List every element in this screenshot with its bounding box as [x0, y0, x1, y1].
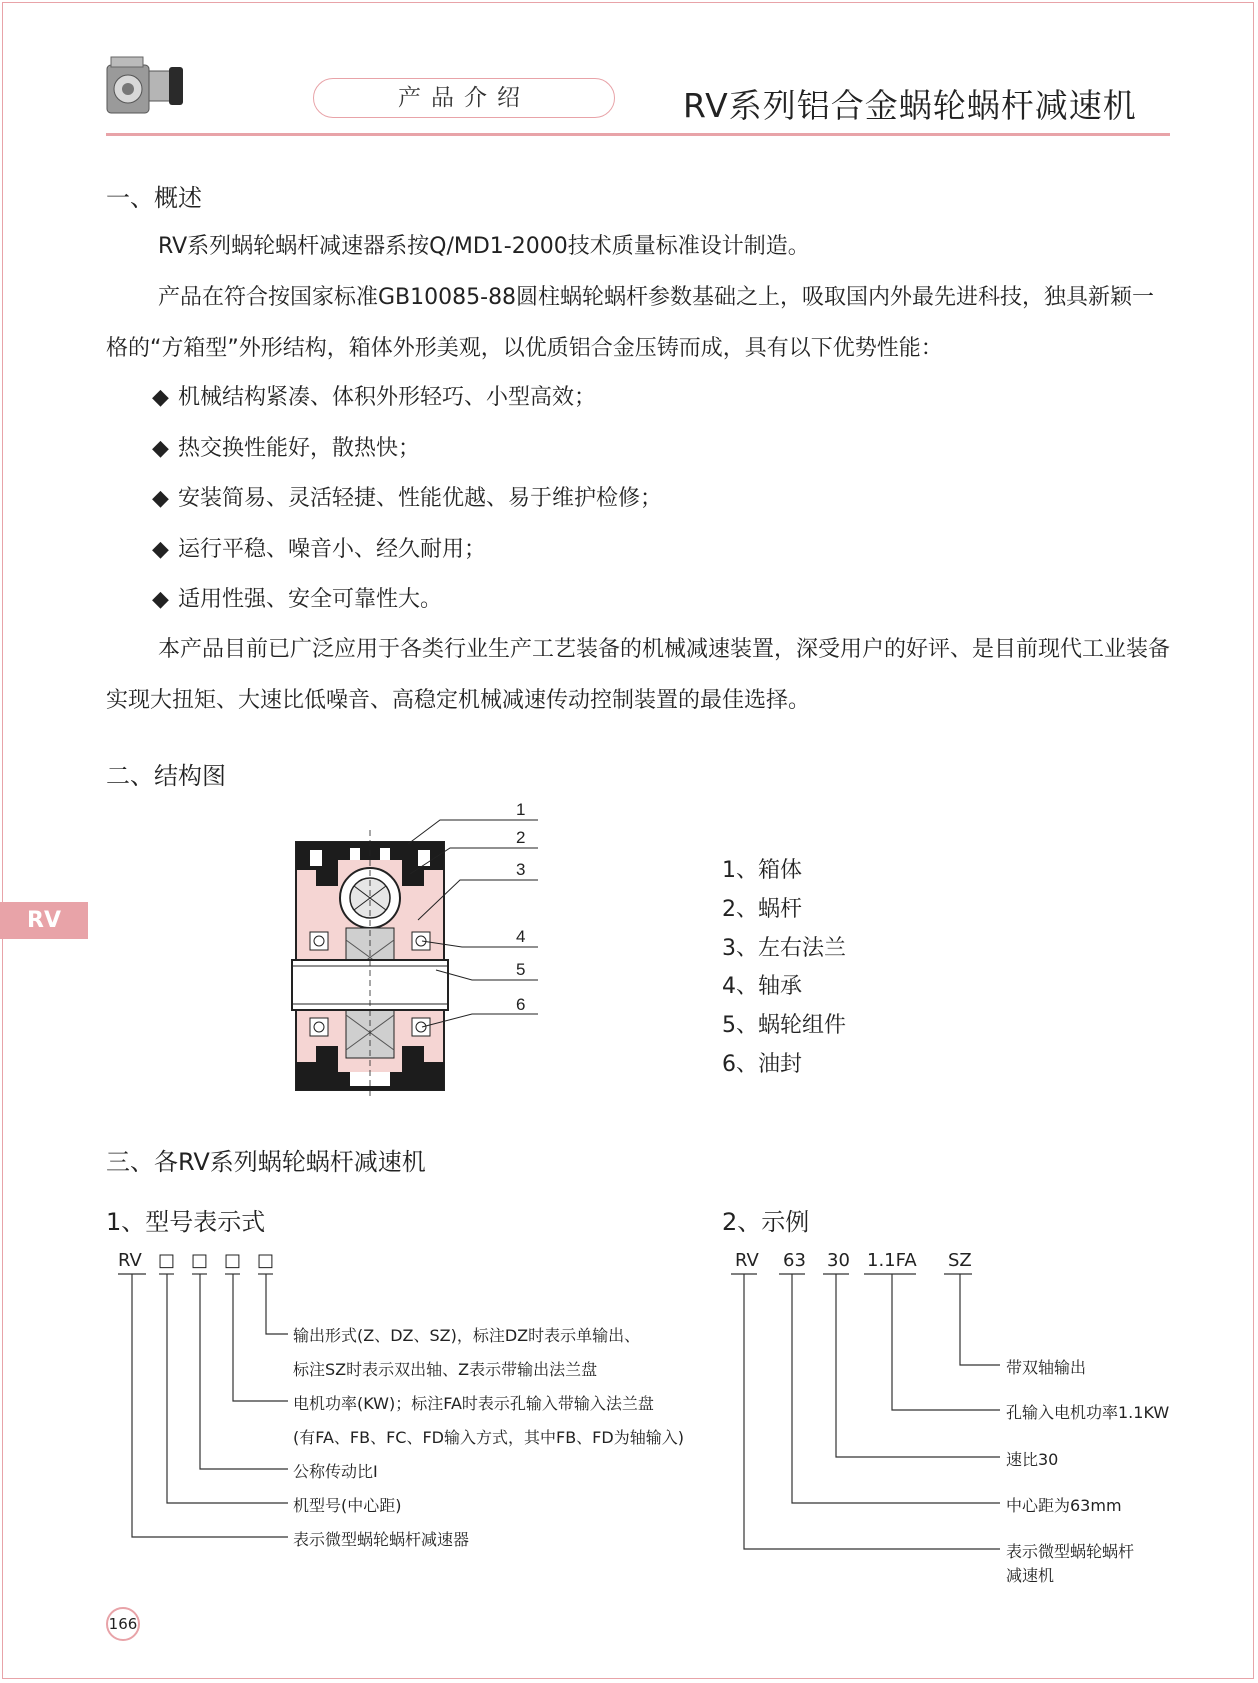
diamond-bullet-icon: ◆ — [152, 486, 169, 511]
example-desc-type: 表示微型蜗轮蜗杆 — [1006, 1542, 1135, 1561]
structure-heading: 二、结构图 — [106, 762, 226, 790]
callout-2: 2 — [516, 828, 526, 847]
callout-1: 1 — [516, 800, 526, 819]
diamond-bullet-icon: ◆ — [152, 385, 169, 410]
model-desc-output-2: 标注SZ时表示双出轴、Z表示带输出法兰盘 — [293, 1360, 598, 1379]
diamond-bullet-icon: ◆ — [152, 536, 169, 562]
model-code-box: □ — [224, 1250, 242, 1271]
callout-4: 4 — [516, 927, 526, 946]
legend-item: 1、箱体 — [722, 858, 802, 883]
list-item: ◆ 热交换性能好，散热快； — [152, 424, 662, 475]
example-heading: 2、示例 — [722, 1208, 810, 1236]
page-title: RV系列铝合金蜗轮蜗杆减速机 — [683, 86, 1137, 125]
overview-paragraph-2: 产品在符合按国家标准GB10085-88圆柱蜗轮蜗杆参数基础之上，吸取国内外最先进科技，独具新颖一格的“方箱型”外形结构，箱体外形美观，以优质铝合金压铸而成，具有以下优势性能： — [106, 285, 1155, 361]
legend-item: 3、左右法兰 — [722, 935, 846, 961]
model-code-prefix: RV — [118, 1250, 142, 1271]
callout-3: 3 — [516, 860, 526, 879]
overview-heading: 一、概述 — [106, 184, 202, 212]
list-item: ◆ 安装简易、灵活轻捷、性能优越、易于维护检修； — [152, 474, 662, 525]
side-tab-rv: RV — [0, 902, 88, 939]
legend-item: 2、蜗杆 — [722, 896, 802, 922]
list-item: ◆ 机械结构紧凑、体积外形轻巧、小型高效； — [152, 373, 662, 424]
model-code-heading: 1、型号表示式 — [106, 1208, 266, 1236]
example-desc-ratio: 速比30 — [1006, 1450, 1059, 1469]
example-code-size: 63 — [783, 1250, 806, 1271]
example-code-ratio: 30 — [827, 1250, 850, 1271]
model-desc-power: 电机功率(KW)；标注FA时表示孔输入带输入法兰盘 — [293, 1394, 654, 1413]
series-heading: 三、各RV系列蜗轮蜗杆减速机 — [106, 1148, 426, 1176]
diamond-bullet-icon: ◆ — [152, 435, 169, 461]
model-code-box: □ — [191, 1250, 209, 1271]
model-code-box: □ — [158, 1250, 176, 1271]
page-number: 166 — [106, 1607, 140, 1641]
overview-paragraph-1: RV系列蜗轮蜗杆减速器系按Q/MD1-2000技术质量标准设计制造。 — [158, 234, 810, 259]
model-code-box: □ — [257, 1250, 275, 1271]
model-desc-ratio: 公称传动比I — [293, 1462, 378, 1481]
list-item: ◆ 适用性强、安全可靠性大。 — [152, 575, 662, 626]
example-desc-power: 孔输入电机功率1.1KW — [1006, 1403, 1170, 1422]
example-code-power: 1.1FA — [867, 1250, 917, 1271]
list-item: ◆ 运行平稳、噪音小、经久耐用； — [152, 525, 662, 576]
legend-item: 6、油封 — [722, 1051, 802, 1077]
diamond-bullet-icon: ◆ — [152, 587, 169, 612]
section-label: 产品介绍 — [313, 78, 615, 118]
callout-6: 6 — [516, 995, 526, 1014]
example-code-rv: RV — [735, 1250, 759, 1271]
legend-item: 4、轴承 — [722, 974, 802, 1000]
model-desc-size: 机型号(中心距) — [293, 1496, 402, 1515]
model-desc-power-2: (有FA、FB、FC、FD输入方式，其中FB、FD为轴输入) — [293, 1428, 684, 1447]
callout-5: 5 — [516, 960, 526, 979]
example-desc-size: 中心距为63mm — [1006, 1496, 1122, 1515]
example-desc-type-2: 减速机 — [1006, 1566, 1055, 1585]
example-desc-output: 带双轴输出 — [1006, 1358, 1087, 1377]
model-desc-output: 输出形式(Z、DZ、SZ)，标注DZ时表示单输出、 — [293, 1326, 641, 1345]
legend-item: 5、蜗轮组件 — [722, 1013, 846, 1039]
overview-paragraph-3: 本产品目前已广泛应用于各类行业生产工艺装备的机械减速装置，深受用户的好评、是目前现代工业装备实现大扭矩、大速比低噪音、高稳定机械减速传动控制装置的最佳选择。 — [106, 637, 1171, 713]
model-desc-type: 表示微型蜗轮蜗杆减速器 — [293, 1530, 470, 1549]
example-code-output: SZ — [948, 1250, 972, 1271]
